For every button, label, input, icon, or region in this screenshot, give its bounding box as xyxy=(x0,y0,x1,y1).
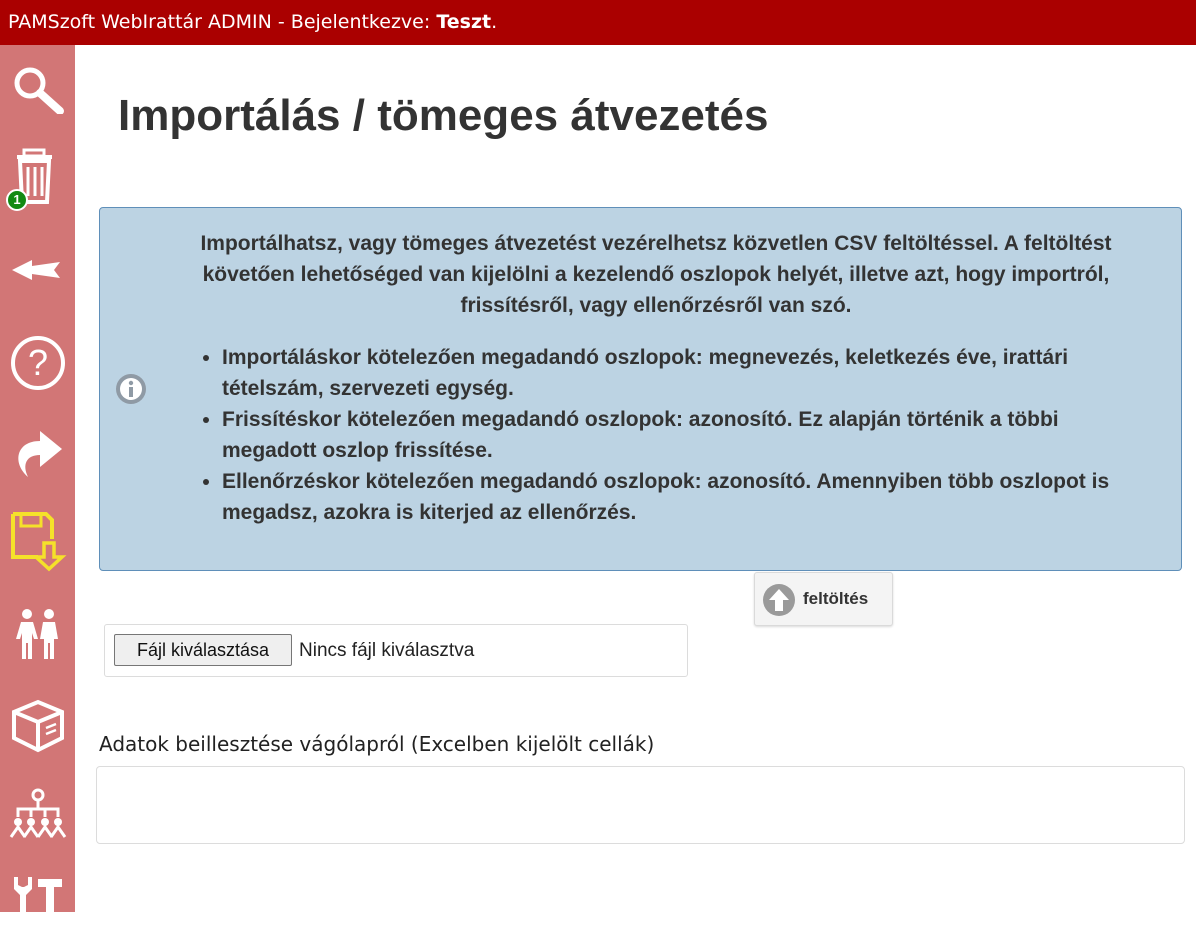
info-bullet-update: • Frissítéskor kötelezően megadandó oszlopok: azonosító. Ez alapján történik a többi megadott oszlop frissítése. xyxy=(222,404,1152,466)
sidebar-item-import[interactable] xyxy=(0,505,75,565)
import-save-icon xyxy=(8,509,68,573)
info-panel xyxy=(99,207,1182,571)
svg-text:?: ? xyxy=(27,342,49,383)
help-icon xyxy=(8,333,68,393)
sidebar-item-search[interactable] xyxy=(0,55,75,115)
sidebar-item-forward[interactable] xyxy=(0,415,75,475)
upload-arrow-icon xyxy=(762,583,796,617)
paste-textarea[interactable] xyxy=(96,766,1185,844)
sidebar-item-users[interactable] xyxy=(0,599,75,659)
logged-in-user: Teszt xyxy=(436,11,492,33)
users-icon xyxy=(8,603,68,663)
info-bullet-import: • Importáláskor kötelezően megadandó oszlopok: megnevezés, keletkezés éve, irattári tételszám, szervezeti egység. xyxy=(222,342,1152,404)
app-title-suffix: . xyxy=(491,11,498,33)
choose-file-button[interactable]: Fájl kiválasztása xyxy=(114,634,292,666)
box-icon xyxy=(8,694,68,754)
back-arrow-icon xyxy=(8,242,68,282)
search-icon xyxy=(8,59,68,114)
sidebar-item-back[interactable] xyxy=(0,238,75,298)
info-intro: Importálhatsz, vagy tömeges átvezetést vezérelhetsz közvetlen CSV feltöltéssel. A feltöltést követően lehetőséged van kijelölni a kezelendő oszlopok helyét, illetve azt, hogy importról, frissítésről, vagy ellenőrzésről van szó. xyxy=(200,232,1112,317)
trash-count-badge: 1 xyxy=(6,189,28,211)
forward-arrow-icon xyxy=(8,419,68,479)
sidebar-item-tools[interactable] xyxy=(0,867,75,927)
info-bullet-check: • Ellenőrzéskor kötelezően megadandó oszlopok: azonosító. Amennyiben több oszlopot is megadsz, azokra is kiterjed az ellenőrzés. xyxy=(222,466,1152,528)
sidebar xyxy=(0,45,75,912)
tools-icon xyxy=(8,871,68,917)
sidebar-item-help[interactable] xyxy=(0,329,75,389)
page-title: Importálás / tömeges átvezetés xyxy=(118,91,769,140)
app-header xyxy=(0,0,1196,45)
upload-button[interactable] xyxy=(754,572,893,626)
info-icon xyxy=(114,372,148,406)
file-status: Nincs fájl kiválasztva xyxy=(299,640,475,661)
app-title: PAMSzoft WebIrattár ADMIN - Bejelentkezve: xyxy=(8,11,437,33)
sidebar-item-organization[interactable] xyxy=(0,783,75,843)
paste-label: Adatok beillesztése vágólapról (Excelben kijelölt cellák) xyxy=(99,732,655,756)
upload-label: feltöltés xyxy=(803,589,869,608)
hierarchy-icon xyxy=(8,787,68,843)
file-input[interactable] xyxy=(104,624,688,677)
info-bullets xyxy=(198,342,1152,528)
sidebar-item-archive[interactable] xyxy=(0,690,75,750)
